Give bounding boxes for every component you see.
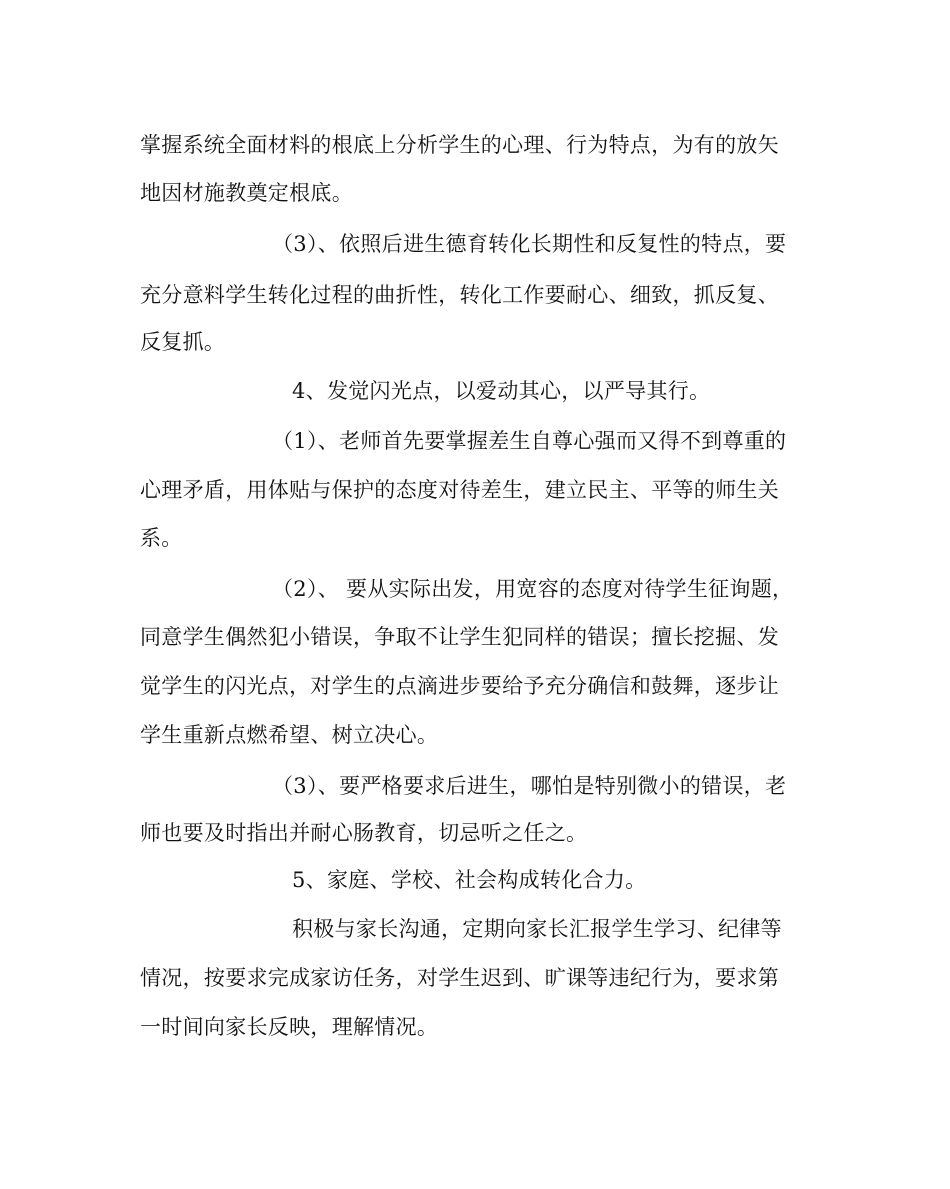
text-line: 师也要及时指出并耐心肠教育，切忌听之任之。 xyxy=(140,821,588,845)
text-line: 学生重新点燃希望、树立决心。 xyxy=(140,723,439,747)
section-heading: 5、家庭、学校、社会构成转化合力。 xyxy=(292,868,647,892)
text-line: 充分意料学生转化过程的曲折性，转化工作要耐心、细致，抓反复、 xyxy=(140,283,779,307)
text-line: 系。 xyxy=(140,526,183,550)
text-line: 积极与家长沟通，定期向家长汇报学生学习、纪律等 xyxy=(292,917,782,941)
section-heading: 4、发觉闪光点，以爱动其心，以严导其行。 xyxy=(292,379,711,403)
text-line: 一时间向家长反映，理解情况。 xyxy=(140,1015,439,1039)
text-line: 同意学生偶然犯小错误，争取不让学生犯同样的错误；擅长挖掘、发 xyxy=(140,625,779,649)
text-line: 掌握系统全面材料的根底上分析学生的心理、行为特点，为有的放矢 xyxy=(140,133,779,157)
text-line: 觉学生的闪光点，对学生的点滴进步要给予充分确信和鼓舞，逐步让 xyxy=(140,674,779,698)
text-line: （3）、依照后进生德育转化长期性和反复性的特点，要 xyxy=(272,232,787,256)
text-line: （1）、老师首先要掌握差生自尊心强而又得不到尊重的 xyxy=(272,429,787,453)
text-line: 反复抓。 xyxy=(140,330,226,354)
text-line: 地因材施教奠定根底。 xyxy=(140,181,353,205)
text-line: 心理矛盾，用体贴与保护的态度对待差生，建立民主、平等的师生关 xyxy=(140,478,779,502)
text-line: （3）、要严格要求后进生，哪怕是特别微小的错误，老 xyxy=(272,774,787,798)
text-line: 情况，按要求完成家访任务，对学生迟到、旷课等违纪行为，要求第 xyxy=(140,966,779,990)
text-line: （2）、 要从实际出发，用宽容的态度对待学生征询题， xyxy=(272,577,794,601)
